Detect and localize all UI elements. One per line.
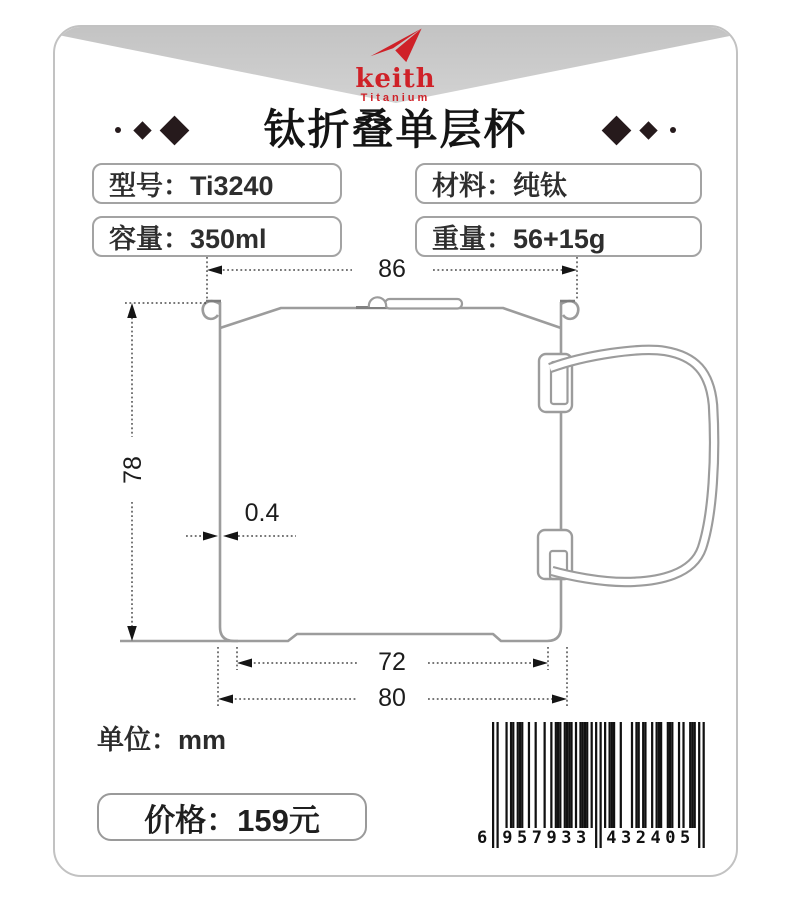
brand-logo [55,27,736,105]
barcode-digit-group: 6 [477,828,488,848]
large-diamond-icon [602,115,632,145]
spec-weight: 重量：56+15g [415,216,702,257]
brand-name: keith [355,64,436,94]
dim-label-rim-width: 86 [368,256,416,282]
paper-plane-icon [367,27,425,65]
dot-icon [670,127,676,133]
unit-note: 单位：mm [97,725,227,755]
dim-label-base-inner: 72 [368,649,416,675]
price-text: 价格：159元 [144,802,320,838]
spec-capacity: 容量：350ml [92,216,342,257]
product-title: 钛折叠单层杯 [263,106,528,153]
brand-tagline: Titanium [360,92,431,104]
spec-material: 材料：纯钛 [415,163,702,204]
barcode-digit-group: 957933 [500,828,593,849]
spec-model: 型号：Ti3240 [92,163,342,204]
dim-label-height: 78 [120,446,146,494]
dim-label-wall-thickness: 0.4 [234,500,290,526]
small-diamond-icon [639,121,657,139]
dim-label-base-width: 80 [368,685,416,711]
barcode-digit-group: 432405 [604,828,697,849]
ean13-barcode [477,722,706,852]
right-diamond-decoration [606,106,676,154]
title-row [55,106,736,154]
price-box [97,793,367,841]
